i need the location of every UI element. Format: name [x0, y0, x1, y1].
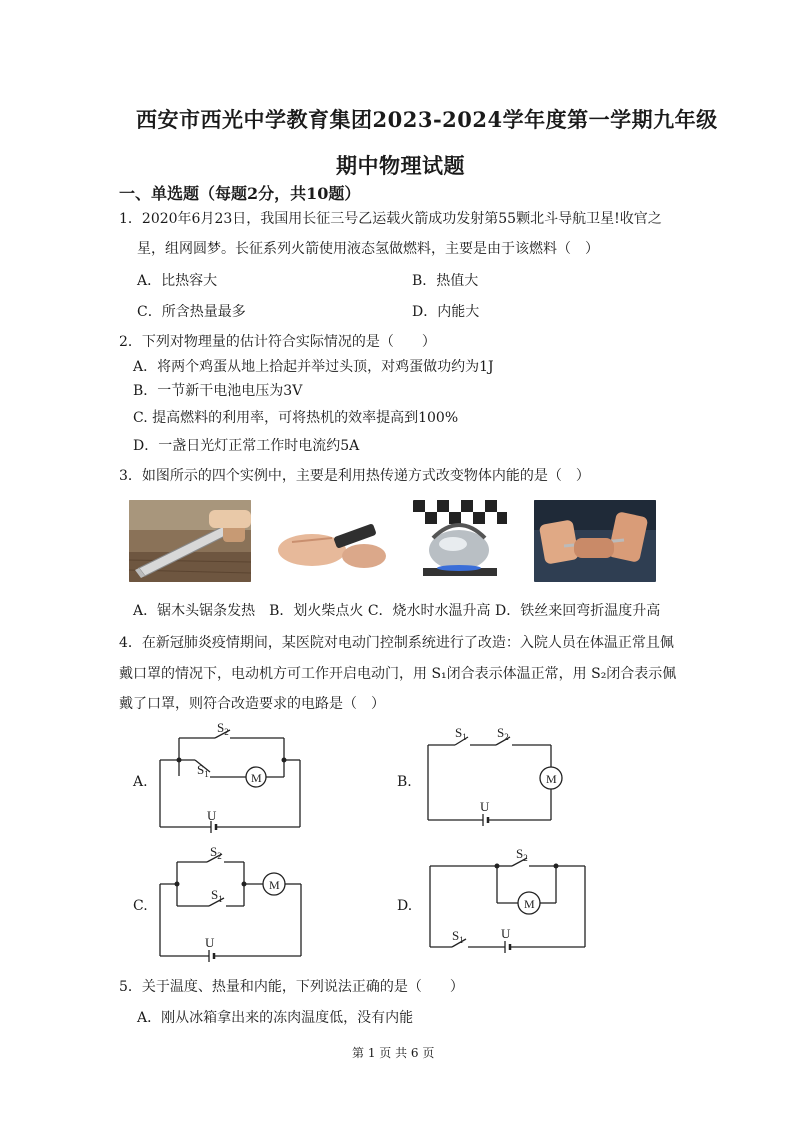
- page-title-line2: 期中物理试题: [336, 153, 465, 178]
- q3-captions: A．锯木头锯条发热 B．划火柴点火 C．烧水时水温升高 D．铁丝来回弯折温度升高: [133, 603, 661, 619]
- q4-stem-line1: 4．在新冠肺炎疫情期间，某医院对电动门控制系统进行了改造：入院人员在体温正常且佩: [119, 635, 674, 651]
- q1-option-c: C．所含热量最多: [137, 304, 246, 320]
- q2-option-a: A．将两个鸡蛋从地上拾起并举过头顶，对鸡蛋做功约为1J: [133, 359, 494, 375]
- circuit-c: [160, 854, 301, 962]
- q5-stem: 5．关于温度、热量和内能，下列说法正确的是（ ）: [119, 979, 464, 995]
- circuit-c-motor-label: M: [269, 878, 280, 892]
- q3-stem: 3．如图所示的四个实例中，主要是利用热传递方式改变物体内能的是（ ）: [119, 468, 590, 484]
- q1-option-d: D．内能大: [412, 304, 480, 320]
- q4-option-c-label: C.: [133, 898, 148, 914]
- circuit-d-s1-label: $S_1$: [452, 928, 464, 945]
- q4-stem-line3: 戴了口罩，则符合改造要求的电路是（ ）: [119, 696, 385, 712]
- circuit-b-s1-label: $S_1$: [455, 725, 467, 742]
- circuit-a-motor-label: M: [251, 771, 262, 785]
- q5-option-a: A．刚从冰箱拿出来的冻肉温度低，没有内能: [137, 1010, 414, 1026]
- q2-option-c: C. 提高燃料的利用率，可将热机的效率提高到100%: [133, 410, 459, 426]
- q2-option-d: D．一盏日光灯正常工作时电流约5A: [133, 438, 360, 454]
- circuit-b-source-label: U: [480, 799, 490, 814]
- q1-option-a: A．比热容大: [137, 273, 218, 289]
- circuit-b-s2-label: $S_2$: [497, 725, 509, 742]
- circuit-b: [428, 737, 562, 826]
- q4-stem-line2: 戴口罩的情况下，电动机方可工作开启电动门，用 S₁闭合表示体温正常，用 S₂闭合表示佩: [119, 666, 677, 682]
- circuit-a-s2-label: $S_2$: [217, 720, 229, 737]
- q1-stem-line1: 1．2020年6月23日，我国用长征三号乙运载火箭成功发射第55颗北斗导航卫星!收官之: [119, 211, 662, 227]
- circuit-a: [160, 730, 300, 833]
- page-title-line1: 西安市西光中学教育集团2023-2024学年度第一学期九年级: [136, 107, 718, 132]
- q4-option-a-label: A.: [133, 774, 148, 790]
- circuit-c-s2-label: $S_2$: [210, 844, 222, 861]
- circuit-b-motor-label: M: [546, 772, 557, 786]
- circuit-a-source-label: U: [207, 808, 217, 823]
- q2-option-b: B．一节新干电池电压为3V: [133, 383, 303, 399]
- circuit-d-s2-label: $S_2$: [516, 846, 528, 863]
- q1-option-b: B．热值大: [412, 273, 479, 289]
- circuit-a-s1-label: $S_1$: [197, 762, 209, 779]
- page-footer: 第 1 页 共 6 页: [352, 1046, 435, 1060]
- q4-option-b-label: B.: [397, 774, 412, 790]
- circuit-c-source-label: U: [205, 935, 215, 950]
- q2-stem: 2．下列对物理量的估计符合实际情况的是（ ）: [119, 334, 436, 350]
- circuit-c-s1-label: $S_1$: [211, 887, 223, 904]
- q1-stem-line2: 星，组网圆梦。长征系列火箭使用液态氢做燃料，主要是由于该燃料（ ）: [137, 241, 599, 257]
- circuit-d-source-label: U: [501, 926, 511, 941]
- q4-option-d-label: D.: [397, 898, 413, 914]
- circuit-d-motor-label: M: [524, 897, 535, 911]
- section-heading: 一、单选题（每题2分，共10题）: [119, 184, 361, 203]
